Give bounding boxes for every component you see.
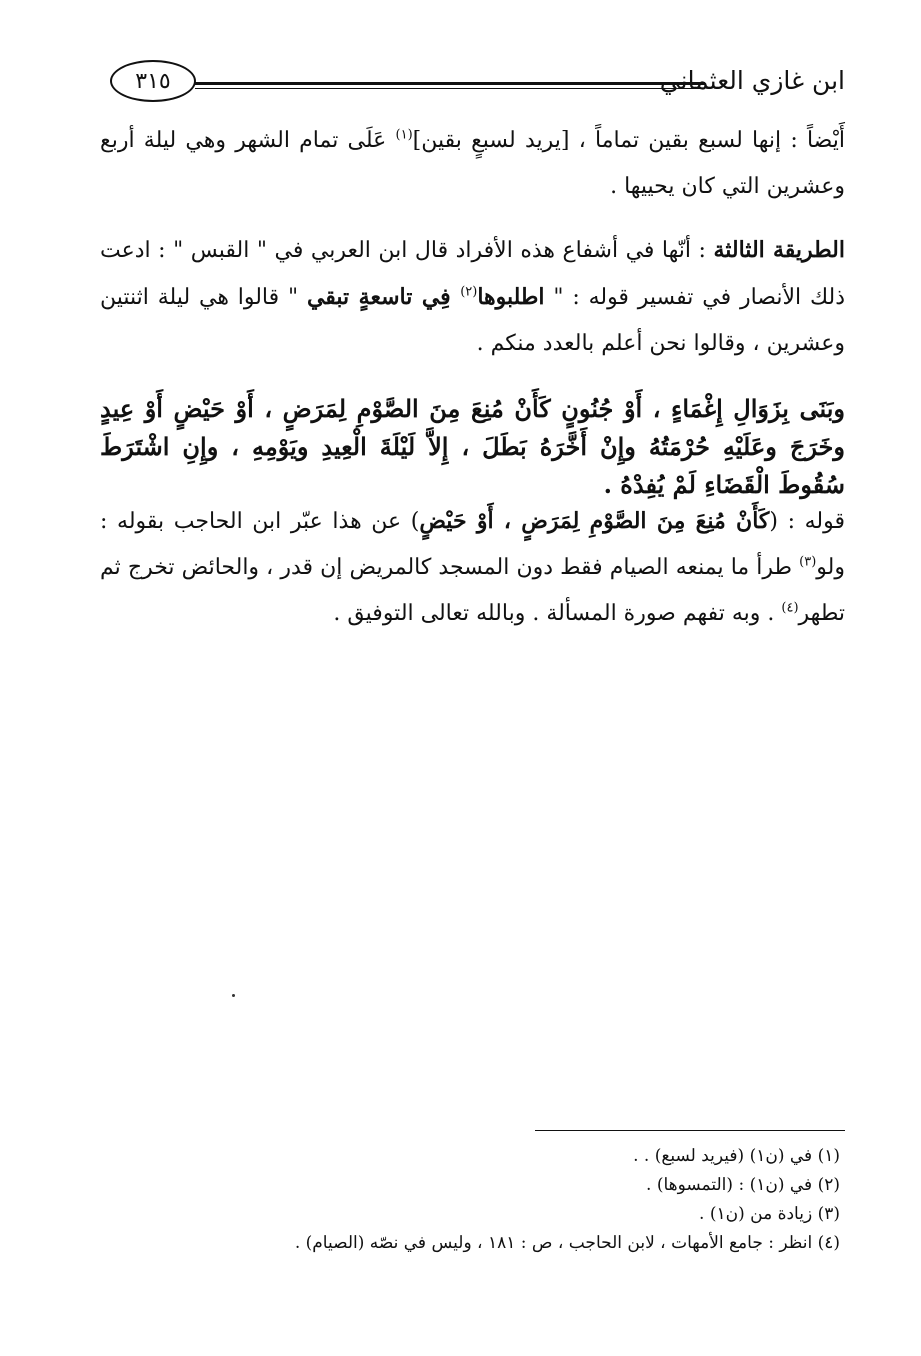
- paragraph-1-text-after: عَلَى تمام الشهر وهي ليلة أربع وعشرين التي كان يحييها .: [100, 128, 845, 199]
- page-number: ٣١٥: [110, 60, 196, 102]
- paragraph-3-text: ) عن هذا عبّر ابن الحاجب بقوله : ولو: [100, 509, 845, 580]
- page-header: [100, 58, 845, 110]
- hadith-quote: اطلبوها: [477, 284, 545, 310]
- matn-text: وبَنَى بِزَوَالِ إِغْمَاءٍ ، أَوْ جُنُونٍ كَأَنْ مُنِعَ مِنَ الصَّوْمِ لِمَرَضٍ ، أَوْ حَيْضٍ أَوْ عِيدٍ وخَرَجَ وعَلَيْهِ حُرْمَتُهُ وإِنْ أَخَّرَهُ بَطَلَ ، إِلاَّ لَيْلَةَ الْعِيدِ ويَوْمِهِ ، وإِنِ اشْتَرَطَ سُقُوطَ الْقَضَاءِ لَمْ يُفِدْهُ .: [100, 394, 845, 499]
- footnote-ref-4: (٤): [781, 600, 799, 616]
- paragraph-3: [100, 498, 845, 637]
- paragraph-2-lead: الطريقة الثالثة: [713, 237, 845, 263]
- footnote-ref-3: (٣): [799, 554, 817, 570]
- paragraph-3-quote: كَأَنْ مُنِعَ مِنَ الصَّوْمِ لِمَرَضٍ ، أَوْ حَيْضٍ: [419, 508, 770, 534]
- header-rule-thin: [195, 88, 705, 89]
- paragraph-3-lead: قوله : (: [769, 509, 845, 534]
- footnote-ref-2: (٢): [460, 284, 478, 300]
- paragraph-1-text: أَيْضاً : إنها لسبع بقين تماماً ، [يريد لسبعٍ بقين]: [412, 128, 845, 153]
- paragraph-2: [100, 227, 845, 367]
- paragraph-1: [100, 118, 845, 210]
- footnote-4: (٤) انظر : جامع الأمهات ، لابن الحاجب ، ص : ١٨١ ، وليس في نصّه (الصيام) .: [294, 1233, 840, 1253]
- paragraph-3-text-3: . وبه تفهم صورة المسألة . وبالله تعالى التوفيق .: [333, 601, 782, 626]
- footnote-1: (١) في (ن١) (فيريد لسبع) . .: [633, 1146, 840, 1166]
- footnote-3: (٣) زيادة من (ن١) .: [699, 1204, 840, 1224]
- paragraph-2-text: : أنّها في أشفاع هذه الأفراد قال ابن العربي في " القبس " : ادعت ذلك الأنصار في تفسير قوله : ": [100, 238, 846, 310]
- paragraph-2-text-after: " قالوا هي ليلة اثنتين وعشرين ، وقالوا نحن أعلم بالعدد منكم .: [100, 285, 845, 356]
- footnote-2: (٢) في (ن١) : (التمسوها) .: [646, 1175, 840, 1195]
- hadith-quote-after: فِي تاسعةٍ تبقي: [306, 284, 461, 310]
- paragraph-3-text-2: طرأ ما يمنعه الصيام فقط دون المسجد كالمريض إن قدر ، والحائض تخرج ثم تطهر: [100, 555, 845, 626]
- header-rule: [195, 82, 705, 85]
- running-title: ابن غازي العثماني: [659, 66, 845, 95]
- footnote-separator: [535, 1130, 845, 1131]
- footnote-ref-1: (١): [395, 127, 413, 143]
- speck: [232, 994, 235, 997]
- footnotes: [100, 1142, 840, 1258]
